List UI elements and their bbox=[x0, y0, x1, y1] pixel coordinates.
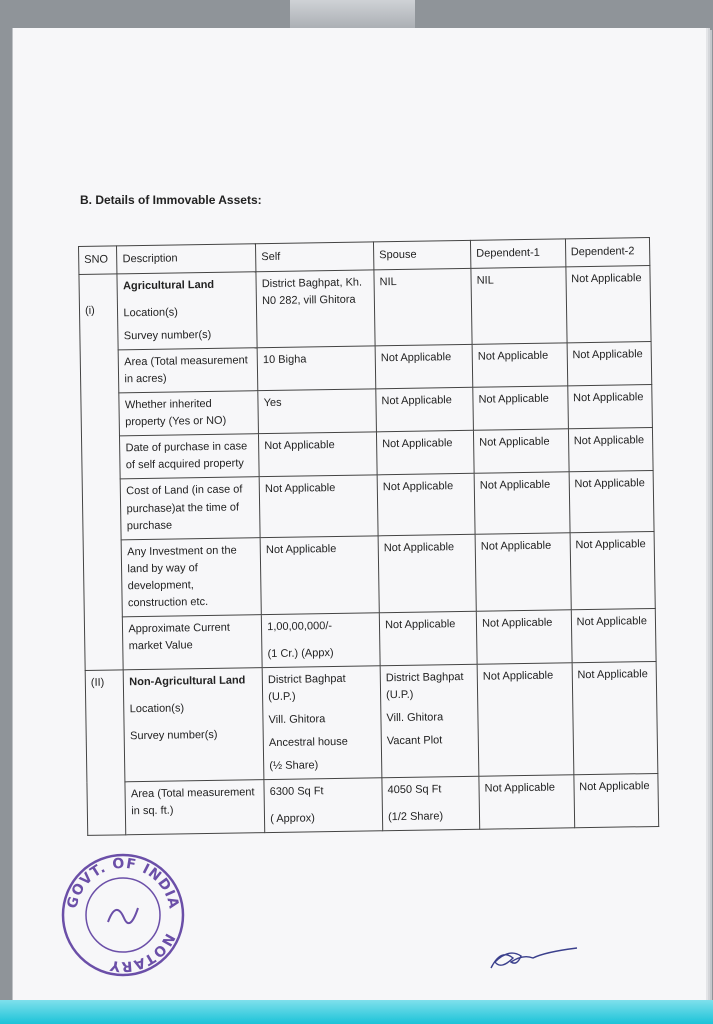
signature bbox=[485, 938, 585, 978]
dependent-1-cell: Not Applicable bbox=[473, 386, 568, 431]
survey-label: Survey number(s) bbox=[123, 329, 212, 343]
col-header-spouse: Spouse bbox=[374, 240, 471, 270]
value-line: 1,00,00,000/- bbox=[267, 619, 333, 633]
value-line: ( Approx) bbox=[270, 812, 315, 826]
description-cell: Area (Total measurement in sq. ft.) bbox=[125, 780, 265, 835]
location-label: Location(s) bbox=[123, 306, 178, 320]
description-cell: Cost of Land (in case of purchase)at the time of purchase bbox=[121, 477, 261, 539]
spouse-cell: Not Applicable bbox=[375, 345, 473, 390]
self-cell bbox=[262, 666, 382, 780]
sno-cell: (i) bbox=[79, 274, 124, 670]
description-cell: Area (Total measurement in acres) bbox=[119, 348, 258, 393]
table-row bbox=[85, 661, 658, 782]
dependent-2-cell: Not Applicable bbox=[567, 342, 652, 386]
stamp-text-top: GOVT. OF INDIA bbox=[64, 855, 182, 911]
spouse-cell: Not Applicable bbox=[376, 388, 474, 433]
self-cell: District Baghpat, Kh. N0 282, vill Ghitora bbox=[256, 270, 375, 348]
sno-cell: (II) bbox=[85, 670, 126, 836]
value-line: Vacant Plot bbox=[386, 734, 443, 748]
value-line: (1 Cr.) (Appx) bbox=[267, 646, 334, 660]
dependent-1-cell: Not Applicable bbox=[475, 532, 571, 611]
spouse-cell: Not Applicable bbox=[376, 431, 474, 476]
description-cell: Any Investment on the land by way of development, construction etc. bbox=[122, 537, 262, 616]
dependent-2-cell: Not Applicable bbox=[572, 661, 658, 775]
section-heading: B. Details of Immovable Assets: bbox=[80, 193, 262, 207]
survey-label: Survey number(s) bbox=[130, 728, 218, 743]
self-cell bbox=[264, 778, 383, 833]
table-row bbox=[82, 471, 654, 540]
dependent-1-cell: Not Applicable bbox=[472, 343, 567, 388]
dependent-1-cell: Not Applicable bbox=[476, 610, 571, 665]
col-header-self: Self bbox=[256, 242, 374, 272]
dependent-1-cell: Not Applicable bbox=[477, 663, 573, 777]
description-cell: Whether inherited property (Yes or NO) bbox=[119, 391, 258, 436]
scanner-bar bbox=[0, 1000, 713, 1024]
col-header-sno: SNO bbox=[79, 246, 118, 275]
notary-stamp bbox=[58, 850, 188, 980]
self-cell bbox=[261, 613, 380, 668]
self-cell: Not Applicable bbox=[259, 475, 378, 537]
value-line: (½ Share) bbox=[269, 759, 319, 773]
svg-text:GOVT. OF INDIA bbox=[64, 856, 181, 911]
self-cell: Yes bbox=[258, 389, 377, 434]
description-cell bbox=[117, 272, 257, 350]
spouse-cell: Not Applicable bbox=[379, 611, 477, 666]
self-cell: 10 Bigha bbox=[257, 346, 376, 391]
value-line: 4050 Sq Ft bbox=[387, 783, 442, 797]
dependent-2-cell: Not Applicable bbox=[566, 266, 652, 343]
dependent-2-cell: Not Applicable bbox=[574, 774, 659, 828]
description-cell bbox=[124, 668, 265, 782]
clipboard-clip bbox=[290, 0, 415, 31]
section-title: Non-Agricultural Land bbox=[129, 674, 246, 689]
section-title: Agricultural Land bbox=[122, 278, 215, 293]
value-line: Vill. Ghitora bbox=[386, 711, 444, 725]
value-line: District Baghpat (U.P.) bbox=[385, 670, 464, 702]
stamp-text-right: NOTARY bbox=[108, 930, 178, 975]
dependent-2-cell: Not Applicable bbox=[570, 531, 656, 610]
dependent-1-cell: Not Applicable bbox=[474, 429, 569, 474]
description-cell: Approximate Current market Value bbox=[123, 614, 263, 669]
table-row bbox=[83, 531, 655, 617]
dependent-2-cell: Not Applicable bbox=[571, 608, 656, 662]
self-cell: Not Applicable bbox=[260, 535, 379, 614]
spouse-cell: Not Applicable bbox=[377, 474, 475, 536]
dependent-2-cell: Not Applicable bbox=[569, 471, 654, 532]
self-cell: Not Applicable bbox=[259, 432, 378, 477]
value-line: 6300 Sq Ft bbox=[269, 785, 324, 799]
value-line: Ancestral house bbox=[268, 735, 348, 750]
table-row bbox=[84, 608, 656, 670]
table-row bbox=[87, 774, 659, 836]
spouse-cell bbox=[380, 664, 479, 778]
immovable-assets-table bbox=[78, 237, 659, 836]
value-line: (1/2 Share) bbox=[387, 810, 444, 824]
dependent-1-cell: Not Applicable bbox=[479, 775, 574, 830]
dependent-2-cell: Not Applicable bbox=[567, 385, 652, 429]
dependent-1-cell: Not Applicable bbox=[474, 472, 570, 534]
spouse-cell: Not Applicable bbox=[378, 534, 476, 613]
dependent-2-cell: Not Applicable bbox=[568, 428, 653, 472]
spouse-cell bbox=[382, 776, 480, 831]
dependent-1-cell: NIL bbox=[471, 267, 567, 345]
col-header-dependent-2: Dependent-2 bbox=[565, 238, 650, 267]
location-label: Location(s) bbox=[129, 702, 185, 716]
value-line: Vill. Ghitora bbox=[268, 713, 326, 727]
table-row bbox=[79, 266, 651, 351]
description-cell: Date of purchase in case of self acquired property bbox=[120, 434, 259, 479]
col-header-dependent-1: Dependent-1 bbox=[471, 239, 566, 269]
spouse-cell: NIL bbox=[374, 268, 472, 346]
col-header-description: Description bbox=[117, 244, 256, 274]
value-line: District Baghpat (U.P.) bbox=[267, 672, 346, 704]
